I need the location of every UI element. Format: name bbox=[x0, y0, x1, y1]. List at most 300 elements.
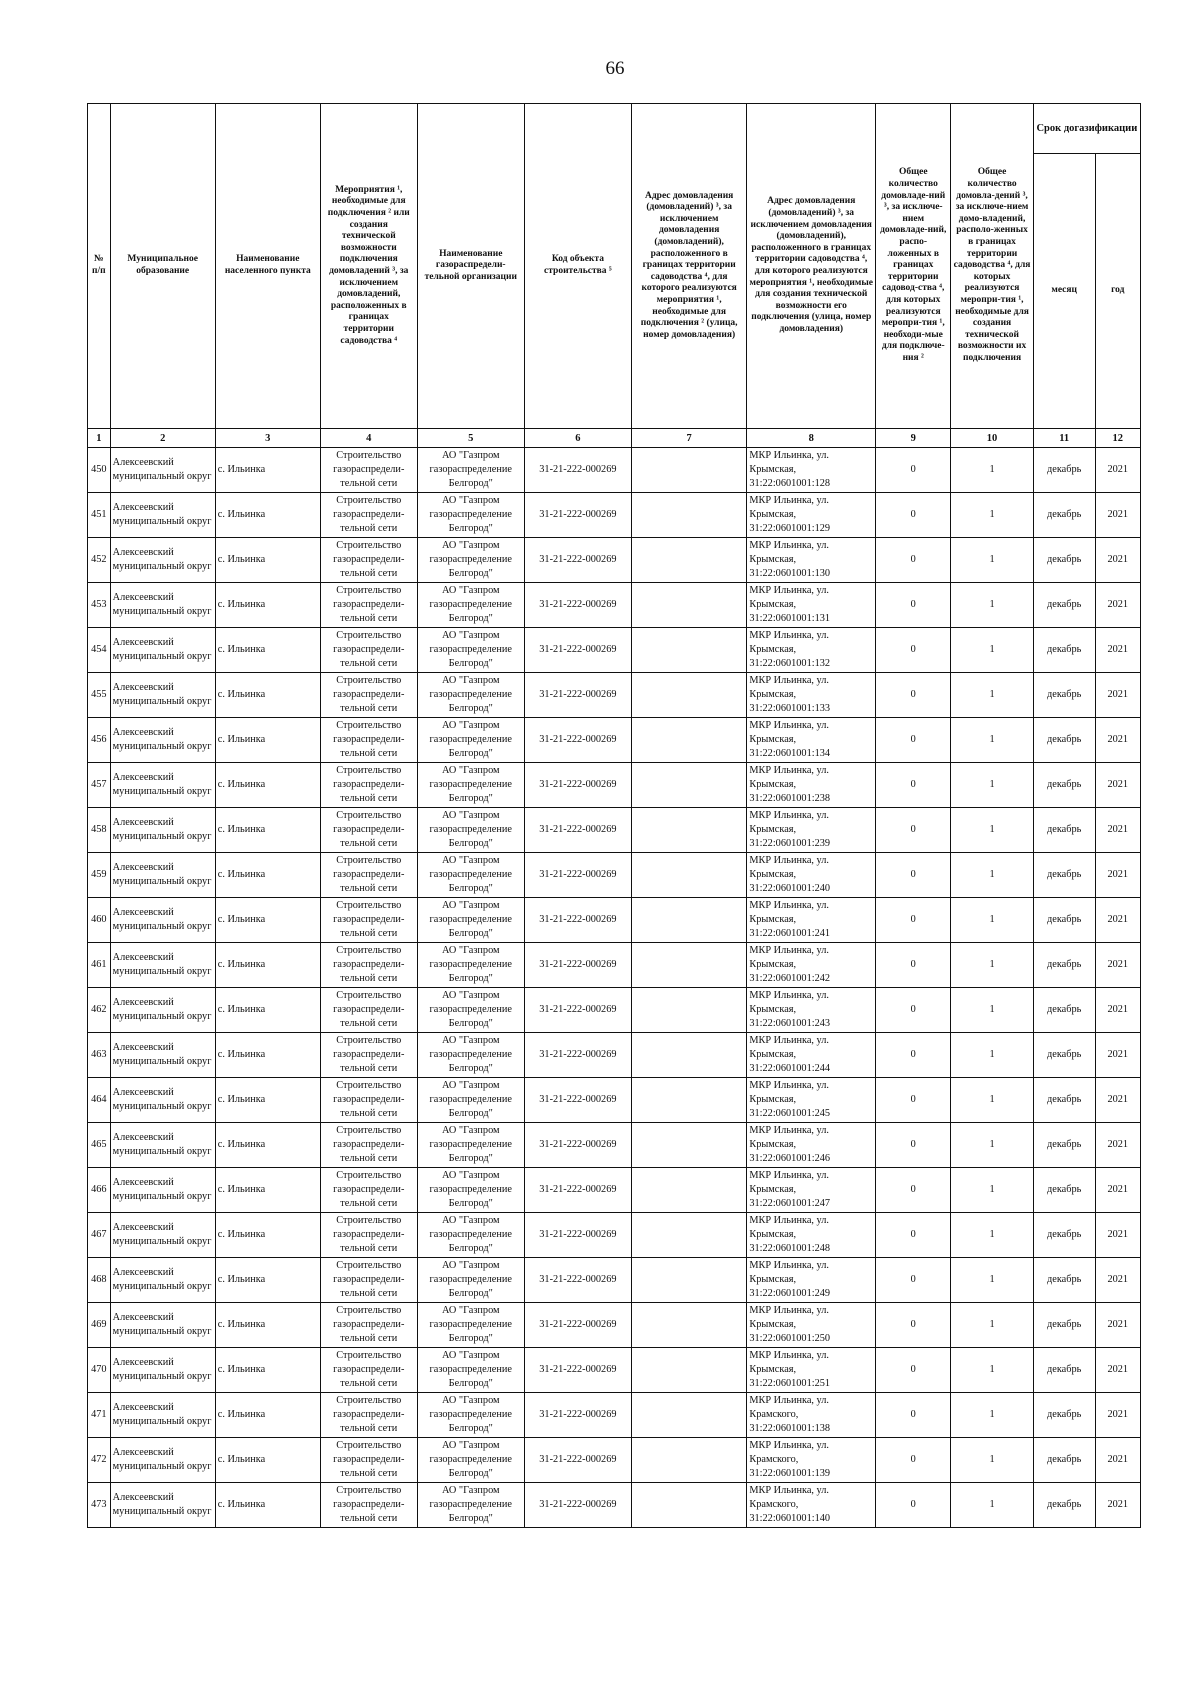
month-cell: декабрь bbox=[1033, 1438, 1095, 1483]
count-capability-cell: 1 bbox=[951, 988, 1033, 1033]
object-code-cell: 31-21-222-000269 bbox=[524, 673, 631, 718]
settlement-cell: с. Ильинка bbox=[215, 853, 320, 898]
table-row bbox=[88, 988, 1141, 1033]
month-cell: декабрь bbox=[1033, 808, 1095, 853]
measures-cell: Строительство газораспредели-тельной сети bbox=[320, 583, 417, 628]
year-cell: 2021 bbox=[1095, 1033, 1140, 1078]
row-number-cell: 462 bbox=[88, 988, 111, 1033]
settlement-cell: с. Ильинка bbox=[215, 1348, 320, 1393]
municipality-cell: Алексеевский муниципальный округ bbox=[110, 1303, 215, 1348]
count-connection-cell: 0 bbox=[876, 1078, 951, 1123]
count-capability-cell: 1 bbox=[951, 673, 1033, 718]
table-row bbox=[88, 943, 1141, 988]
address-capability-cell: МКР Ильинка, ул. Крамского, 31:22:0601001:139 bbox=[747, 1438, 876, 1483]
settlement-cell: с. Ильинка bbox=[215, 1393, 320, 1438]
table-row bbox=[88, 1348, 1141, 1393]
column-number: 6 bbox=[524, 429, 631, 448]
table-row bbox=[88, 763, 1141, 808]
measures-cell: Строительство газораспредели-тельной сети bbox=[320, 1033, 417, 1078]
column-number: 1 bbox=[88, 429, 111, 448]
count-connection-cell: 0 bbox=[876, 808, 951, 853]
address-capability-cell: МКР Ильинка, ул. Крымская, 31:22:0601001:133 bbox=[747, 673, 876, 718]
address-capability-cell: МКР Ильинка, ул. Крымская, 31:22:0601001:129 bbox=[747, 493, 876, 538]
object-code-cell: 31-21-222-000269 bbox=[524, 808, 631, 853]
header-municipality: Муниципальное образование bbox=[110, 104, 215, 429]
column-number: 4 bbox=[320, 429, 417, 448]
municipality-cell: Алексеевский муниципальный округ bbox=[110, 1348, 215, 1393]
count-connection-cell: 0 bbox=[876, 1438, 951, 1483]
address-connection-cell bbox=[631, 628, 746, 673]
settlement-cell: с. Ильинка bbox=[215, 1123, 320, 1168]
month-cell: декабрь bbox=[1033, 853, 1095, 898]
table-row bbox=[88, 448, 1141, 493]
address-capability-cell: МКР Ильинка, ул. Крымская, 31:22:0601001:238 bbox=[747, 763, 876, 808]
year-cell: 2021 bbox=[1095, 673, 1140, 718]
address-capability-cell: МКР Ильинка, ул. Крымская, 31:22:0601001:241 bbox=[747, 898, 876, 943]
measures-cell: Строительство газораспредели-тельной сети bbox=[320, 943, 417, 988]
year-cell: 2021 bbox=[1095, 763, 1140, 808]
count-connection-cell: 0 bbox=[876, 493, 951, 538]
object-code-cell: 31-21-222-000269 bbox=[524, 1348, 631, 1393]
year-cell: 2021 bbox=[1095, 448, 1140, 493]
gas-org-cell: АО "Газпром газораспределение Белгород" bbox=[417, 1033, 524, 1078]
address-capability-cell: МКР Ильинка, ул. Крымская, 31:22:0601001:132 bbox=[747, 628, 876, 673]
row-number-cell: 454 bbox=[88, 628, 111, 673]
row-number-cell: 470 bbox=[88, 1348, 111, 1393]
column-number-row bbox=[88, 429, 1141, 448]
measures-cell: Строительство газораспредели-тельной сети bbox=[320, 1078, 417, 1123]
row-number-cell: 468 bbox=[88, 1258, 111, 1303]
object-code-cell: 31-21-222-000269 bbox=[524, 1303, 631, 1348]
row-number-cell: 453 bbox=[88, 583, 111, 628]
measures-cell: Строительство газораспредели-тельной сети bbox=[320, 1258, 417, 1303]
table-row bbox=[88, 853, 1141, 898]
address-capability-cell: МКР Ильинка, ул. Крымская, 31:22:0601001:250 bbox=[747, 1303, 876, 1348]
measures-cell: Строительство газораспредели-тельной сети bbox=[320, 1213, 417, 1258]
row-number-cell: 456 bbox=[88, 718, 111, 763]
measures-cell: Строительство газораспредели-тельной сети bbox=[320, 1303, 417, 1348]
measures-cell: Строительство газораспредели-тельной сети bbox=[320, 1348, 417, 1393]
month-cell: декабрь bbox=[1033, 763, 1095, 808]
column-number: 8 bbox=[747, 429, 876, 448]
count-capability-cell: 1 bbox=[951, 1483, 1033, 1528]
year-cell: 2021 bbox=[1095, 1078, 1140, 1123]
address-connection-cell bbox=[631, 1033, 746, 1078]
row-number-cell: 465 bbox=[88, 1123, 111, 1168]
year-cell: 2021 bbox=[1095, 1123, 1140, 1168]
municipality-cell: Алексеевский муниципальный округ bbox=[110, 1438, 215, 1483]
count-connection-cell: 0 bbox=[876, 1303, 951, 1348]
year-cell: 2021 bbox=[1095, 1483, 1140, 1528]
object-code-cell: 31-21-222-000269 bbox=[524, 853, 631, 898]
table-row bbox=[88, 1078, 1141, 1123]
gas-org-cell: АО "Газпром газораспределение Белгород" bbox=[417, 898, 524, 943]
count-capability-cell: 1 bbox=[951, 853, 1033, 898]
table-row bbox=[88, 1213, 1141, 1258]
count-connection-cell: 0 bbox=[876, 718, 951, 763]
count-connection-cell: 0 bbox=[876, 673, 951, 718]
gas-org-cell: АО "Газпром газораспределение Белгород" bbox=[417, 448, 524, 493]
year-cell: 2021 bbox=[1095, 1303, 1140, 1348]
address-connection-cell bbox=[631, 763, 746, 808]
month-cell: декабрь bbox=[1033, 1393, 1095, 1438]
settlement-cell: с. Ильинка bbox=[215, 808, 320, 853]
object-code-cell: 31-21-222-000269 bbox=[524, 1393, 631, 1438]
year-cell: 2021 bbox=[1095, 1438, 1140, 1483]
month-cell: декабрь bbox=[1033, 583, 1095, 628]
year-cell: 2021 bbox=[1095, 1258, 1140, 1303]
month-cell: декабрь bbox=[1033, 493, 1095, 538]
column-number: 11 bbox=[1033, 429, 1095, 448]
settlement-cell: с. Ильинка bbox=[215, 1033, 320, 1078]
page-number: 66 bbox=[605, 58, 625, 79]
settlement-cell: с. Ильинка bbox=[215, 493, 320, 538]
address-connection-cell bbox=[631, 1123, 746, 1168]
address-capability-cell: МКР Ильинка, ул. Крымская, 31:22:0601001:247 bbox=[747, 1168, 876, 1213]
gas-org-cell: АО "Газпром газораспределение Белгород" bbox=[417, 718, 524, 763]
address-connection-cell bbox=[631, 1168, 746, 1213]
gas-org-cell: АО "Газпром газораспределение Белгород" bbox=[417, 943, 524, 988]
object-code-cell: 31-21-222-000269 bbox=[524, 943, 631, 988]
count-connection-cell: 0 bbox=[876, 898, 951, 943]
count-connection-cell: 0 bbox=[876, 988, 951, 1033]
gas-org-cell: АО "Газпром газораспределение Белгород" bbox=[417, 583, 524, 628]
object-code-cell: 31-21-222-000269 bbox=[524, 583, 631, 628]
row-number-cell: 471 bbox=[88, 1393, 111, 1438]
row-number-cell: 473 bbox=[88, 1483, 111, 1528]
municipality-cell: Алексеевский муниципальный округ bbox=[110, 1123, 215, 1168]
settlement-cell: с. Ильинка bbox=[215, 763, 320, 808]
year-cell: 2021 bbox=[1095, 898, 1140, 943]
municipality-cell: Алексеевский муниципальный округ bbox=[110, 988, 215, 1033]
month-cell: декабрь bbox=[1033, 448, 1095, 493]
settlement-cell: с. Ильинка bbox=[215, 1078, 320, 1123]
year-cell: 2021 bbox=[1095, 538, 1140, 583]
settlement-cell: с. Ильинка bbox=[215, 1168, 320, 1213]
settlement-cell: с. Ильинка bbox=[215, 1438, 320, 1483]
object-code-cell: 31-21-222-000269 bbox=[524, 1078, 631, 1123]
gas-org-cell: АО "Газпром газораспределение Белгород" bbox=[417, 808, 524, 853]
address-capability-cell: МКР Ильинка, ул. Крымская, 31:22:0601001:249 bbox=[747, 1258, 876, 1303]
measures-cell: Строительство газораспредели-тельной сети bbox=[320, 853, 417, 898]
count-capability-cell: 1 bbox=[951, 628, 1033, 673]
header-object-code: Код объекта строительства ⁵ bbox=[524, 104, 631, 429]
municipality-cell: Алексеевский муниципальный округ bbox=[110, 718, 215, 763]
table-row bbox=[88, 808, 1141, 853]
year-cell: 2021 bbox=[1095, 493, 1140, 538]
settlement-cell: с. Ильинка bbox=[215, 718, 320, 763]
count-connection-cell: 0 bbox=[876, 1258, 951, 1303]
address-connection-cell bbox=[631, 808, 746, 853]
month-cell: декабрь bbox=[1033, 1168, 1095, 1213]
settlement-cell: с. Ильинка bbox=[215, 538, 320, 583]
row-number-cell: 464 bbox=[88, 1078, 111, 1123]
address-capability-cell: МКР Ильинка, ул. Крымская, 31:22:0601001:248 bbox=[747, 1213, 876, 1258]
gas-org-cell: АО "Газпром газораспределение Белгород" bbox=[417, 763, 524, 808]
object-code-cell: 31-21-222-000269 bbox=[524, 898, 631, 943]
month-cell: декабрь bbox=[1033, 1258, 1095, 1303]
count-capability-cell: 1 bbox=[951, 448, 1033, 493]
header-measures: Мероприятия ¹, необходимые для подключения ² или создания технической возможности подключения домовладений ³, за исключением домовладений, расположенных в границах территории садоводства ⁴ bbox=[320, 104, 417, 429]
municipality-cell: Алексеевский муниципальный округ bbox=[110, 763, 215, 808]
municipality-cell: Алексеевский муниципальный округ bbox=[110, 1258, 215, 1303]
address-connection-cell bbox=[631, 1078, 746, 1123]
municipality-cell: Алексеевский муниципальный округ bbox=[110, 448, 215, 493]
settlement-cell: с. Ильинка bbox=[215, 1213, 320, 1258]
count-capability-cell: 1 bbox=[951, 943, 1033, 988]
measures-cell: Строительство газораспредели-тельной сети bbox=[320, 718, 417, 763]
address-connection-cell bbox=[631, 1258, 746, 1303]
month-cell: декабрь bbox=[1033, 673, 1095, 718]
count-connection-cell: 0 bbox=[876, 1168, 951, 1213]
count-connection-cell: 0 bbox=[876, 943, 951, 988]
table-row bbox=[88, 1033, 1141, 1078]
row-number-cell: 459 bbox=[88, 853, 111, 898]
count-capability-cell: 1 bbox=[951, 1078, 1033, 1123]
count-connection-cell: 0 bbox=[876, 1348, 951, 1393]
count-connection-cell: 0 bbox=[876, 583, 951, 628]
measures-cell: Строительство газораспредели-тельной сети bbox=[320, 1168, 417, 1213]
year-cell: 2021 bbox=[1095, 628, 1140, 673]
month-cell: декабрь bbox=[1033, 1303, 1095, 1348]
count-connection-cell: 0 bbox=[876, 538, 951, 583]
object-code-cell: 31-21-222-000269 bbox=[524, 1213, 631, 1258]
object-code-cell: 31-21-222-000269 bbox=[524, 448, 631, 493]
address-capability-cell: МКР Ильинка, ул. Крымская, 31:22:0601001:245 bbox=[747, 1078, 876, 1123]
address-capability-cell: МКР Ильинка, ул. Крымская, 31:22:0601001:128 bbox=[747, 448, 876, 493]
settlement-cell: с. Ильинка bbox=[215, 628, 320, 673]
count-capability-cell: 1 bbox=[951, 898, 1033, 943]
header-gas-org: Наименование газораспредели-тельной организации bbox=[417, 104, 524, 429]
municipality-cell: Алексеевский муниципальный округ bbox=[110, 1033, 215, 1078]
object-code-cell: 31-21-222-000269 bbox=[524, 1258, 631, 1303]
count-capability-cell: 1 bbox=[951, 493, 1033, 538]
header-num: № п/п bbox=[88, 104, 111, 429]
address-capability-cell: МКР Ильинка, ул. Крымская, 31:22:0601001:243 bbox=[747, 988, 876, 1033]
settlement-cell: с. Ильинка bbox=[215, 988, 320, 1033]
gas-org-cell: АО "Газпром газораспределение Белгород" bbox=[417, 493, 524, 538]
measures-cell: Строительство газораспредели-тельной сети bbox=[320, 448, 417, 493]
address-capability-cell: МКР Ильинка, ул. Крымская, 31:22:0601001:131 bbox=[747, 583, 876, 628]
table-row bbox=[88, 1303, 1141, 1348]
address-capability-cell: МКР Ильинка, ул. Крамского, 31:22:0601001:140 bbox=[747, 1483, 876, 1528]
address-connection-cell bbox=[631, 583, 746, 628]
address-connection-cell bbox=[631, 943, 746, 988]
gas-org-cell: АО "Газпром газораспределение Белгород" bbox=[417, 1483, 524, 1528]
address-capability-cell: МКР Ильинка, ул. Крымская, 31:22:0601001:239 bbox=[747, 808, 876, 853]
address-capability-cell: МКР Ильинка, ул. Крымская, 31:22:0601001:246 bbox=[747, 1123, 876, 1168]
count-capability-cell: 1 bbox=[951, 1258, 1033, 1303]
measures-cell: Строительство газораспредели-тельной сети bbox=[320, 1483, 417, 1528]
month-cell: декабрь bbox=[1033, 538, 1095, 583]
gas-org-cell: АО "Газпром газораспределение Белгород" bbox=[417, 853, 524, 898]
table-row bbox=[88, 538, 1141, 583]
measures-cell: Строительство газораспредели-тельной сети bbox=[320, 763, 417, 808]
measures-cell: Строительство газораспредели-тельной сети bbox=[320, 808, 417, 853]
gas-org-cell: АО "Газпром газораспределение Белгород" bbox=[417, 628, 524, 673]
year-cell: 2021 bbox=[1095, 1348, 1140, 1393]
count-capability-cell: 1 bbox=[951, 1393, 1033, 1438]
column-number: 5 bbox=[417, 429, 524, 448]
municipality-cell: Алексеевский муниципальный округ bbox=[110, 1483, 215, 1528]
count-connection-cell: 0 bbox=[876, 763, 951, 808]
year-cell: 2021 bbox=[1095, 988, 1140, 1033]
count-capability-cell: 1 bbox=[951, 1168, 1033, 1213]
year-cell: 2021 bbox=[1095, 1213, 1140, 1258]
row-number-cell: 452 bbox=[88, 538, 111, 583]
object-code-cell: 31-21-222-000269 bbox=[524, 628, 631, 673]
object-code-cell: 31-21-222-000269 bbox=[524, 1123, 631, 1168]
object-code-cell: 31-21-222-000269 bbox=[524, 988, 631, 1033]
column-number: 12 bbox=[1095, 429, 1140, 448]
municipality-cell: Алексеевский муниципальный округ bbox=[110, 1393, 215, 1438]
measures-cell: Строительство газораспредели-тельной сети bbox=[320, 1123, 417, 1168]
row-number-cell: 466 bbox=[88, 1168, 111, 1213]
row-number-cell: 450 bbox=[88, 448, 111, 493]
address-capability-cell: МКР Ильинка, ул. Крамского, 31:22:0601001:138 bbox=[747, 1393, 876, 1438]
address-connection-cell bbox=[631, 1348, 746, 1393]
address-connection-cell bbox=[631, 1303, 746, 1348]
object-code-cell: 31-21-222-000269 bbox=[524, 1438, 631, 1483]
year-cell: 2021 bbox=[1095, 943, 1140, 988]
column-number: 3 bbox=[215, 429, 320, 448]
header-deadline: Срок догазификации bbox=[1033, 104, 1140, 154]
measures-cell: Строительство газораспредели-тельной сети bbox=[320, 1438, 417, 1483]
year-cell: 2021 bbox=[1095, 853, 1140, 898]
measures-cell: Строительство газораспредели-тельной сети bbox=[320, 898, 417, 943]
object-code-cell: 31-21-222-000269 bbox=[524, 718, 631, 763]
table-row bbox=[88, 628, 1141, 673]
count-connection-cell: 0 bbox=[876, 1033, 951, 1078]
address-connection-cell bbox=[631, 988, 746, 1033]
table-body bbox=[88, 448, 1141, 1528]
row-number-cell: 455 bbox=[88, 673, 111, 718]
object-code-cell: 31-21-222-000269 bbox=[524, 1033, 631, 1078]
year-cell: 2021 bbox=[1095, 718, 1140, 763]
municipality-cell: Алексеевский муниципальный округ bbox=[110, 1168, 215, 1213]
month-cell: декабрь bbox=[1033, 1078, 1095, 1123]
municipality-cell: Алексеевский муниципальный округ bbox=[110, 808, 215, 853]
column-number: 10 bbox=[951, 429, 1033, 448]
month-cell: декабрь bbox=[1033, 1123, 1095, 1168]
municipality-cell: Алексеевский муниципальный округ bbox=[110, 583, 215, 628]
table-row bbox=[88, 673, 1141, 718]
header-settlement: Наименование населенного пункта bbox=[215, 104, 320, 429]
header-year: год bbox=[1095, 154, 1140, 429]
address-capability-cell: МКР Ильинка, ул. Крымская, 31:22:0601001:134 bbox=[747, 718, 876, 763]
settlement-cell: с. Ильинка bbox=[215, 1258, 320, 1303]
year-cell: 2021 bbox=[1095, 583, 1140, 628]
row-number-cell: 469 bbox=[88, 1303, 111, 1348]
measures-cell: Строительство газораспредели-тельной сети bbox=[320, 1393, 417, 1438]
count-capability-cell: 1 bbox=[951, 718, 1033, 763]
count-capability-cell: 1 bbox=[951, 1213, 1033, 1258]
header-address-capability: Адрес домовладения (домовладений) ³, за исключением домовладения (домовладений), расположенного в границах территории садоводства ⁴, для которого реализуются мероприятия ¹, необходимые для создания технической возможности его подключения (улица, номер домовладения) bbox=[747, 104, 876, 429]
measures-cell: Строительство газораспредели-тельной сети bbox=[320, 538, 417, 583]
gas-org-cell: АО "Газпром газораспределение Белгород" bbox=[417, 1258, 524, 1303]
settlement-cell: с. Ильинка bbox=[215, 583, 320, 628]
municipality-cell: Алексеевский муниципальный округ bbox=[110, 673, 215, 718]
measures-cell: Строительство газораспредели-тельной сети bbox=[320, 988, 417, 1033]
count-capability-cell: 1 bbox=[951, 1303, 1033, 1348]
address-capability-cell: МКР Ильинка, ул. Крымская, 31:22:0601001:242 bbox=[747, 943, 876, 988]
object-code-cell: 31-21-222-000269 bbox=[524, 493, 631, 538]
municipality-cell: Алексеевский муниципальный округ bbox=[110, 1213, 215, 1258]
row-number-cell: 463 bbox=[88, 1033, 111, 1078]
row-number-cell: 472 bbox=[88, 1438, 111, 1483]
count-capability-cell: 1 bbox=[951, 1348, 1033, 1393]
settlement-cell: с. Ильинка bbox=[215, 943, 320, 988]
row-number-cell: 457 bbox=[88, 763, 111, 808]
object-code-cell: 31-21-222-000269 bbox=[524, 1483, 631, 1528]
table-row bbox=[88, 1258, 1141, 1303]
table-row bbox=[88, 583, 1141, 628]
count-connection-cell: 0 bbox=[876, 1213, 951, 1258]
month-cell: декабрь bbox=[1033, 628, 1095, 673]
settlement-cell: с. Ильинка bbox=[215, 1483, 320, 1528]
row-number-cell: 461 bbox=[88, 943, 111, 988]
gas-org-cell: АО "Газпром газораспределение Белгород" bbox=[417, 988, 524, 1033]
gas-org-cell: АО "Газпром газораспределение Белгород" bbox=[417, 1123, 524, 1168]
municipality-cell: Алексеевский муниципальный округ bbox=[110, 943, 215, 988]
count-capability-cell: 1 bbox=[951, 808, 1033, 853]
row-number-cell: 451 bbox=[88, 493, 111, 538]
month-cell: декабрь bbox=[1033, 1213, 1095, 1258]
gas-org-cell: АО "Газпром газораспределение Белгород" bbox=[417, 1438, 524, 1483]
municipality-cell: Алексеевский муниципальный округ bbox=[110, 853, 215, 898]
column-number: 2 bbox=[110, 429, 215, 448]
count-connection-cell: 0 bbox=[876, 1483, 951, 1528]
count-connection-cell: 0 bbox=[876, 1123, 951, 1168]
address-connection-cell bbox=[631, 1438, 746, 1483]
address-capability-cell: МКР Ильинка, ул. Крымская, 31:22:0601001:240 bbox=[747, 853, 876, 898]
address-capability-cell: МКР Ильинка, ул. Крымская, 31:22:0601001:251 bbox=[747, 1348, 876, 1393]
month-cell: декабрь bbox=[1033, 1348, 1095, 1393]
settlement-cell: с. Ильинка bbox=[215, 1303, 320, 1348]
table-row bbox=[88, 1123, 1141, 1168]
header-month: месяц bbox=[1033, 154, 1095, 429]
object-code-cell: 31-21-222-000269 bbox=[524, 763, 631, 808]
count-connection-cell: 0 bbox=[876, 853, 951, 898]
count-capability-cell: 1 bbox=[951, 1123, 1033, 1168]
count-capability-cell: 1 bbox=[951, 1438, 1033, 1483]
count-connection-cell: 0 bbox=[876, 628, 951, 673]
year-cell: 2021 bbox=[1095, 808, 1140, 853]
column-number: 7 bbox=[631, 429, 746, 448]
measures-cell: Строительство газораспредели-тельной сети bbox=[320, 673, 417, 718]
municipality-cell: Алексеевский муниципальный округ bbox=[110, 493, 215, 538]
gas-org-cell: АО "Газпром газораспределение Белгород" bbox=[417, 1168, 524, 1213]
table-row bbox=[88, 1483, 1141, 1528]
header-count-capability: Общее количество домовла-дений ³, за исключе-нием домо-владений, располо-женных в границах территории садоводства ⁴, для которых реализуются меропри-тия ¹, необходимые для создания технической возможности их подключения bbox=[951, 104, 1033, 429]
month-cell: декабрь bbox=[1033, 1033, 1095, 1078]
gas-org-cell: АО "Газпром газораспределение Белгород" bbox=[417, 1303, 524, 1348]
gasification-table bbox=[87, 103, 1141, 1528]
address-connection-cell bbox=[631, 1213, 746, 1258]
address-connection-cell bbox=[631, 898, 746, 943]
month-cell: декабрь bbox=[1033, 718, 1095, 763]
settlement-cell: с. Ильинка bbox=[215, 673, 320, 718]
measures-cell: Строительство газораспредели-тельной сети bbox=[320, 493, 417, 538]
month-cell: декабрь bbox=[1033, 943, 1095, 988]
address-connection-cell bbox=[631, 853, 746, 898]
address-connection-cell bbox=[631, 718, 746, 763]
address-connection-cell bbox=[631, 493, 746, 538]
month-cell: декабрь bbox=[1033, 898, 1095, 943]
month-cell: декабрь bbox=[1033, 1483, 1095, 1528]
year-cell: 2021 bbox=[1095, 1168, 1140, 1213]
count-connection-cell: 0 bbox=[876, 1393, 951, 1438]
